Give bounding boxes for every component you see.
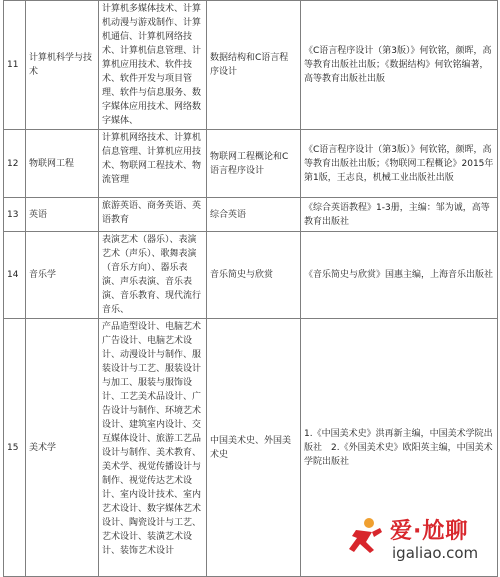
major-directions: 旅游英语、商务英语、英语教育	[99, 198, 207, 232]
row-number: 11	[4, 1, 26, 130]
row-number: 15	[4, 319, 26, 577]
major-name: 计算机科学与技术	[26, 1, 99, 130]
major-name: 音乐学	[26, 232, 99, 319]
reference-books: 《C语言程序设计（第3版）》何钦铭，颜晖，高等教育出版社出版；《物联网工程概论》2015年第1版，王志良，机械工业出版社出版	[301, 130, 498, 198]
exam-courses: 中国美术史、外国美术史	[207, 319, 301, 577]
exam-courses: 数据结构和C语言程序设计	[207, 1, 301, 130]
row-number: 14	[4, 232, 26, 319]
table-row	[4, 232, 498, 319]
reference-books: 《综合英语教程》1-3册，主编：邹为诚，高等教育出版社	[301, 198, 498, 232]
major-name: 英语	[26, 198, 99, 232]
watermark-title: 爱·尬聊	[390, 519, 469, 544]
exam-courses: 音乐简史与欣赏	[207, 232, 301, 319]
row-number: 13	[4, 198, 26, 232]
watermark-url: igaliao.com	[392, 544, 479, 562]
exam-courses: 综合英语	[207, 198, 301, 232]
major-directions: 计算机多媒体技术、计算机动漫与游戏制作、计算机通信、计算机网络技术、计算机信息管理、计算机应用技术、软件技术、软件开发与项目管理、软件与信息服务、数字媒体应用技术、网络数字媒体、	[99, 1, 207, 130]
major-name: 物联网工程	[26, 130, 99, 198]
major-directions: 计算机网络技术、计算机信息管理、计算机应用技术、物联网工程技术、物流管理	[99, 130, 207, 198]
reference-books: 《C语言程序设计（第3版）》何钦铭，颜晖，高等教育出版社出版；《数据结构》何钦铭编著，高等教育出版社出版	[301, 1, 498, 130]
major-directions: 产品造型设计、电脑艺术广告设计、电脑艺术设计、动漫设计与制作、服装设计与工艺、服装设计与加工、服装与服饰设计、工艺美术品设计、广告设计与制作、环境艺术设计、建筑室内设计、交互媒体设计、旅游工艺品设计与制作、美术教育、美术学、视觉传播设计与制作、视觉传达艺术设计、室内设计技术、室内艺术设计、数字媒体艺术设计、陶瓷设计与工艺、艺术设计、装潢艺术设计、装饰艺术设计	[99, 319, 207, 577]
table-row	[4, 319, 498, 577]
major-directions: 表演艺术（器乐）、表演艺术（声乐）、歌舞表演（音乐方向）、器乐表演、声乐表演、音乐表演、音乐教育、现代流行音乐、	[99, 232, 207, 319]
table-row	[4, 130, 498, 198]
table-row	[4, 1, 498, 130]
exam-courses: 物联网工程概论和C语言程序设计	[207, 130, 301, 198]
table-row	[4, 198, 498, 232]
reference-books: 《音乐简史与欣赏》国惠主编，上海音乐出版社	[301, 232, 498, 319]
majors-table	[3, 0, 498, 577]
major-name: 美术学	[26, 319, 99, 577]
reference-books: 1.《中国美术史》洪再新主编，中国美术学院出版社 2.《外国美术史》欧阳英主编，中国美术学院出版社	[301, 319, 498, 577]
row-number: 12	[4, 130, 26, 198]
